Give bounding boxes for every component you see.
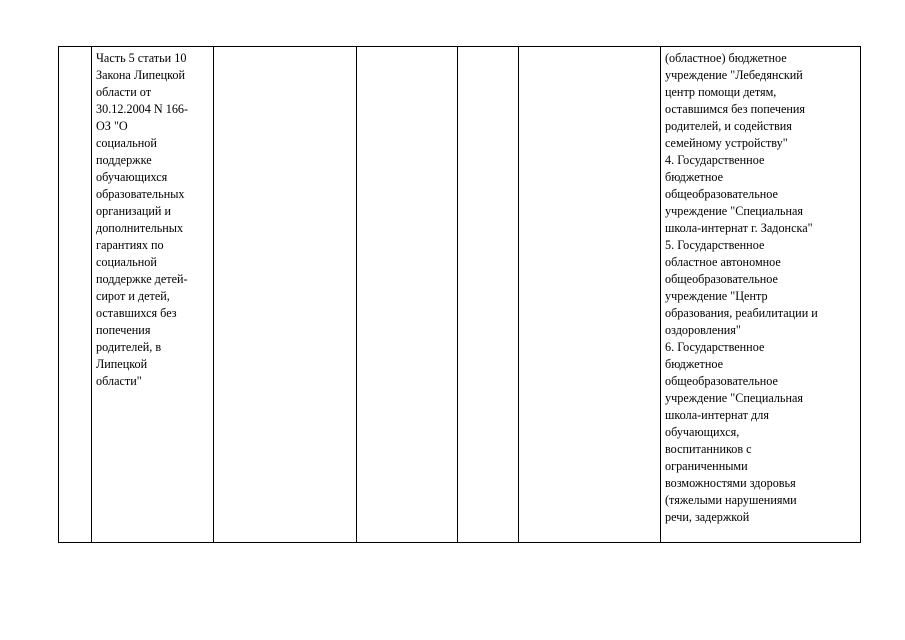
text-line: воспитанников с [665,442,752,456]
text-line: оздоровления" [665,323,741,337]
text-line: семейному устройству" [665,136,788,150]
text-line: сирот и детей, [96,289,170,303]
text-line: образовательных [96,187,185,201]
table-row [59,47,861,543]
cell-empty-6 [519,47,661,543]
text-line: области от [96,85,152,99]
text-line: Часть 5 статьи 10 [96,51,187,65]
text-line: общеобразовательное [665,374,778,388]
cell-number [59,47,92,543]
text-line: попечения [96,323,151,337]
text-line: Липецкой [96,357,148,371]
text-line: обучающихся, [665,425,740,439]
text-line: 4. Государственное [665,153,765,167]
text-line: организаций и [96,204,171,218]
text-line: поддержке [96,153,152,167]
text-line: учреждение "Специальная [665,391,804,405]
document-table [58,46,861,543]
text-line: общеобразовательное [665,187,778,201]
text-line: обучающихся [96,170,168,184]
cell-legal-basis [92,47,214,543]
text-line: дополнительных [96,221,184,235]
text-line: учреждение "Центр [665,289,768,303]
cell-empty-5 [458,47,519,543]
text-line: образования, реабилитации и [665,306,818,320]
text-line: областное автономное [665,255,781,269]
text-line: (тяжелыми нарушениями [665,493,797,507]
text-line: 5. Государственное [665,238,765,252]
text-line: бюджетное [665,170,724,184]
text-line: 30.12.2004 N 166- [96,102,189,116]
text-line: 6. Государственное [665,340,765,354]
text-line: Закона Липецкой [96,68,186,82]
text-line: школа-интернат г. Задонска" [665,221,813,235]
text-line: речи, задержкой [665,510,750,524]
cell-empty-3 [214,47,357,543]
text-line: области" [96,374,142,388]
text-line: родителей, и содействия [665,119,792,133]
cell-institutions [661,47,861,543]
text-line: социальной [96,136,157,150]
text-line: ОЗ "О [96,119,128,133]
text-line: центр помощи детям, [665,85,777,99]
text-line: поддержке детей- [96,272,188,286]
cell-empty-4 [357,47,458,543]
text-line: социальной [96,255,157,269]
text-line: оставшимся без попечения [665,102,806,116]
text-line: гарантиях по [96,238,164,252]
text-line: бюджетное [665,357,724,371]
text-line: учреждение "Специальная [665,204,804,218]
text-line: учреждение "Лебедянский [665,68,803,82]
text-line: родителей, в [96,340,162,354]
text-line: ограниченными [665,459,748,473]
text-line: оставшихся без [96,306,177,320]
text-line: школа-интернат для [665,408,769,422]
text-line: (областное) бюджетное [665,51,787,65]
text-line: общеобразовательное [665,272,778,286]
text-line: возможностями здоровья [665,476,796,490]
